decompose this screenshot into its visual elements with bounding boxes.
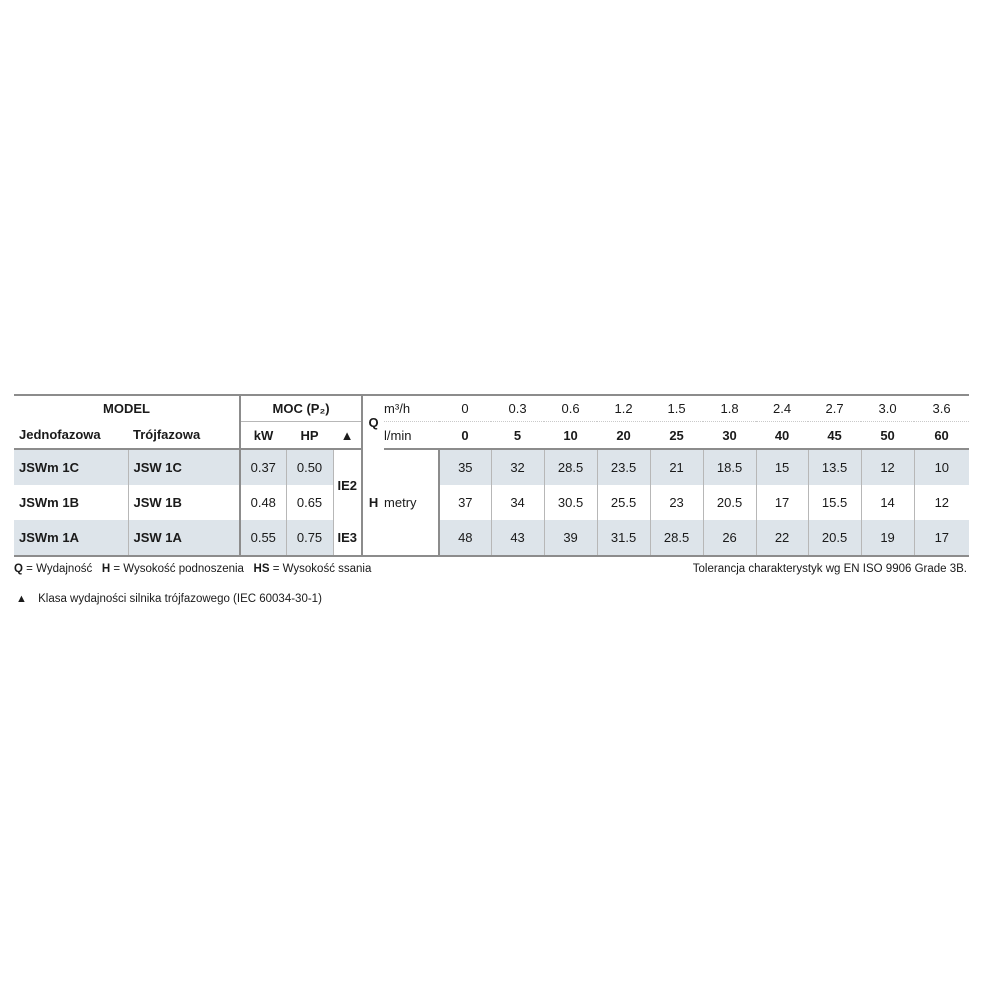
h-unit: metry	[384, 449, 439, 556]
head-cell: 34	[491, 485, 544, 520]
head-cell: 31.5	[597, 520, 650, 556]
power-kw: 0.48	[240, 485, 286, 520]
legend-keys	[14, 563, 371, 575]
head-cell: 25.5	[597, 485, 650, 520]
head-cell: 13.5	[808, 449, 861, 485]
head-cell: 26	[703, 520, 756, 556]
legend-hs-key: HS	[253, 563, 270, 575]
flow-m3h-cell: 0.6	[544, 395, 597, 422]
single-phase-header: Jednofazowa	[14, 422, 128, 450]
q-label: Q	[368, 415, 379, 430]
three-phase-header: Trójfazowa	[128, 422, 240, 450]
power-header: MOC (P₂)	[240, 395, 362, 422]
q-unit-lmin: l/min	[384, 422, 439, 450]
flow-lmin-cell: 45	[808, 422, 861, 450]
flow-m3h-cell: 0.3	[491, 395, 544, 422]
head-cell: 28.5	[650, 520, 703, 556]
flow-m3h-cell: 1.8	[703, 395, 756, 422]
table-row	[14, 449, 969, 485]
flow-m3h-cell: 1.5	[650, 395, 703, 422]
flow-lmin-cell: 10	[544, 422, 597, 450]
single-phase-model: JSWm 1A	[14, 520, 128, 556]
head-cell: 22	[756, 520, 808, 556]
single-phase-model: JSWm 1B	[14, 485, 128, 520]
kw-header: kW	[240, 422, 286, 450]
flow-lmin-cell: 20	[597, 422, 650, 450]
efficiency-ie2: IE2	[333, 449, 362, 520]
flow-m3h-cell: 3.6	[914, 395, 969, 422]
flow-lmin-cell: 60	[914, 422, 969, 450]
efficiency-class-header: ▲	[333, 422, 362, 450]
flow-lmin-cell: 50	[861, 422, 914, 450]
legend-hs-text: = Wysokość ssania	[272, 563, 372, 575]
flow-lmin-cell: 25	[650, 422, 703, 450]
flow-lmin-cell: 5	[491, 422, 544, 450]
table-row	[14, 520, 969, 556]
head-cell: 39	[544, 520, 597, 556]
legend-h-key: H	[101, 563, 111, 575]
head-cell: 48	[439, 520, 491, 556]
head-cell: 37	[439, 485, 491, 520]
head-cell: 17	[914, 520, 969, 556]
flow-m3h-cell: 1.2	[597, 395, 650, 422]
flow-m3h-cell: 3.0	[861, 395, 914, 422]
table-row	[14, 485, 969, 520]
q-unit-m3h: m³/h	[384, 395, 439, 422]
three-phase-model: JSW 1A	[128, 520, 240, 556]
single-phase-model: JSWm 1C	[14, 449, 128, 485]
head-cell: 15	[756, 449, 808, 485]
head-cell: 18.5	[703, 449, 756, 485]
h-label: H	[368, 494, 379, 510]
flow-lmin-cell: 30	[703, 422, 756, 450]
three-phase-model: JSW 1B	[128, 485, 240, 520]
efficiency-note	[16, 593, 322, 605]
flow-lmin-cell: 40	[756, 422, 808, 450]
tolerance-note: Tolerancja charakterystyk wg EN ISO 9906 Grade 3B.	[692, 563, 967, 575]
head-cell: 23	[650, 485, 703, 520]
power-kw: 0.37	[240, 449, 286, 485]
flow-m3h-cell: 0	[439, 395, 491, 422]
flow-m3h-cell: 2.4	[756, 395, 808, 422]
head-cell: 12	[861, 449, 914, 485]
legend-h-text: = Wysokość podnoszenia	[113, 563, 244, 575]
flow-m3h-cell: 2.7	[808, 395, 861, 422]
header-row-1	[14, 395, 969, 422]
power-hp: 0.65	[286, 485, 333, 520]
head-cell: 21	[650, 449, 703, 485]
head-cell: 10	[914, 449, 969, 485]
head-cell: 23.5	[597, 449, 650, 485]
head-cell: 12	[934, 495, 950, 510]
head-cell: 19	[861, 520, 914, 556]
legend-q-key: Q	[14, 563, 23, 575]
head-cell: 20.5	[808, 520, 861, 556]
head-cell: 30.5	[544, 485, 597, 520]
pump-spec-table-container	[14, 394, 969, 557]
header-row-2	[14, 422, 969, 450]
head-cell: 14	[861, 485, 914, 520]
efficiency-note-text: Klasa wydajności silnika trójfazowego (IEC 60034-30-1)	[38, 593, 322, 605]
hp-header: HP	[286, 422, 333, 450]
head-cell: 32	[491, 449, 544, 485]
flow-lmin-cell: 0	[439, 422, 491, 450]
model-header: MODEL	[14, 395, 240, 422]
head-cell: 15.5	[808, 485, 861, 520]
pump-spec-table	[14, 394, 969, 557]
power-hp: 0.75	[286, 520, 333, 556]
power-hp: 0.50	[286, 449, 333, 485]
triangle-icon: ▲	[16, 593, 27, 605]
head-cell: 20.5	[703, 485, 756, 520]
three-phase-model: JSW 1C	[128, 449, 240, 485]
head-cell: 43	[491, 520, 544, 556]
efficiency-ie3: IE3	[333, 520, 362, 556]
power-kw: 0.55	[240, 520, 286, 556]
head-cell: 28.5	[544, 449, 597, 485]
legend-q-text: = Wydajność	[26, 563, 93, 575]
head-cell: 35	[439, 449, 491, 485]
head-cell: 17	[756, 485, 808, 520]
